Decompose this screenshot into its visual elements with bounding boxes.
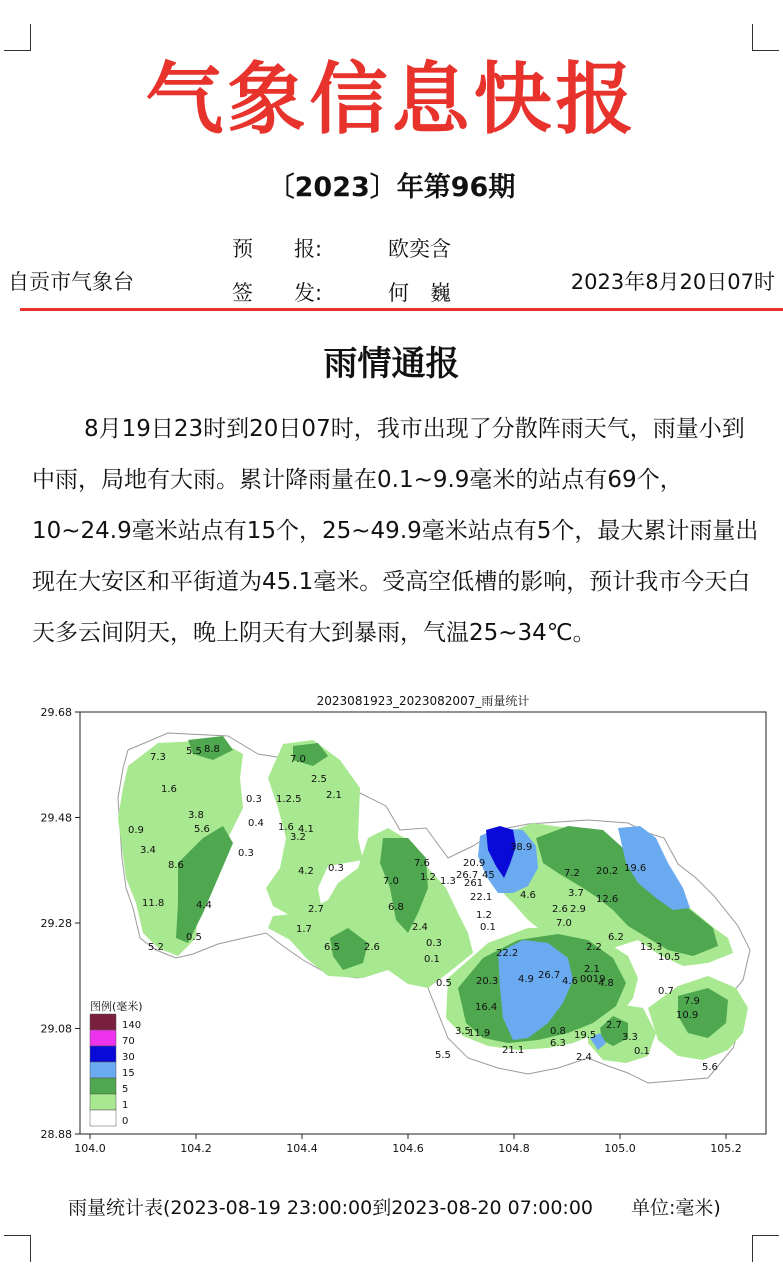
legend-swatch (90, 1030, 116, 1046)
station-value: 0.5 (436, 978, 452, 989)
station-value: 38.9 (510, 842, 533, 853)
station-value: 6.3 (550, 1038, 566, 1049)
station-value: 22.2 (496, 948, 519, 959)
station-value: 6.8 (388, 902, 404, 913)
station-value: 5.6 (194, 824, 210, 835)
station-value: 26.7 (456, 870, 479, 881)
legend-swatch (90, 1014, 116, 1030)
legend-swatch (90, 1094, 116, 1110)
rainfall-map (28, 688, 778, 1158)
station-value: 0.1 (634, 1046, 650, 1057)
legend-swatch (90, 1062, 116, 1078)
station-value: 2.9 (570, 904, 586, 915)
station-value: 19.6 (624, 863, 647, 874)
legend-label: 140 (122, 1020, 142, 1031)
legend-label: 70 (122, 1036, 135, 1047)
map-title: 2023081923_2023082007_雨量统计 (316, 694, 530, 708)
y-tick-label: 29.48 (40, 811, 72, 825)
station-value: 1.6 (161, 784, 177, 795)
issuer-name: 何 巍 (388, 281, 451, 305)
station-value: 5.6 (702, 1062, 718, 1073)
station-value: 2.1 (326, 790, 342, 801)
x-tick-label: 105.2 (710, 1142, 742, 1155)
y-tick-label: 29.08 (40, 1022, 72, 1036)
x-tick-label: 104.2 (180, 1142, 212, 1155)
station-value: 4.9 (518, 974, 534, 985)
station-value: 7.9 (684, 996, 700, 1007)
x-axis (74, 1134, 742, 1155)
station-value: 22.1 (470, 892, 493, 903)
station-value: 1.2 (420, 872, 436, 883)
station-value: 26.7 (538, 970, 561, 981)
issue-datetime: 2023年8月20日07时 (570, 270, 775, 294)
station-value: 8.8 (204, 744, 220, 755)
article-paragraph: 8月19日23时到20日07时，我市出现了分散阵雨天气，雨量小到中雨，局地有大雨。累计降雨量在0.1~9.9毫米的站点有69个，10~24.9毫米站点有15个，25~49.9毫米站点有5个，最大累计雨量出现在大安区和平街道为45.1毫米。受高空低槽的影响，预计我市今天白天多云间阴天，晚上阴天有大到暴雨，气温25~34℃。 (32, 416, 759, 646)
station-value: 0.1 (480, 922, 496, 933)
station-value: 7.0 (556, 918, 572, 929)
station-value: 0.9 (128, 825, 144, 836)
station-value: 0.4 (248, 818, 264, 829)
station-value: 261 (464, 878, 484, 889)
station-value: 3.5 (455, 1026, 471, 1037)
station-value: 10.5 (658, 952, 681, 963)
station-value: 5.2 (148, 942, 164, 953)
station-value: 4.8 (598, 978, 614, 989)
station-value: 7.2 (564, 868, 580, 879)
station-value: 3.8 (188, 810, 204, 821)
station-value: 45 (482, 870, 495, 881)
station-value: 20.9 (463, 858, 486, 869)
station-value: 3.3 (622, 1032, 638, 1043)
station-value: 5.5 (435, 1050, 451, 1061)
station-value: 7.3 (150, 752, 166, 763)
rainfall-map-svg (28, 688, 778, 1158)
station-value: 11.9 (468, 1028, 491, 1039)
station-value: 4.4 (196, 900, 212, 911)
legend-label: 15 (122, 1068, 135, 1079)
legend-label: 0 (122, 1116, 129, 1127)
article-title: 雨情通报 (323, 344, 460, 384)
x-tick-label: 104.8 (498, 1142, 530, 1155)
station-value: 2.7 (606, 1020, 622, 1031)
station-value: 1.2 (476, 910, 492, 921)
station-value: 20.2 (596, 866, 619, 877)
station-value: 0.7 (658, 986, 674, 997)
station-value: 2.7 (308, 904, 324, 915)
station-value: 10.9 (676, 1010, 699, 1021)
forecaster-label-1: 预 (232, 237, 253, 261)
station-value: 5.5 (186, 746, 202, 757)
footer-unit: 单位:毫米) (631, 1197, 721, 1219)
station-value: 20.3 (476, 976, 499, 987)
y-tick-label: 29.68 (40, 706, 72, 719)
station-value: 1.2.5 (276, 794, 302, 805)
station-value: 0.8 (550, 1026, 566, 1037)
issue-number: 〔2023〕年第96期 (267, 172, 516, 203)
y-tick-label: 28.88 (40, 1128, 72, 1141)
station-value: 16.4 (475, 1002, 498, 1013)
station-value: 21.1 (502, 1045, 525, 1056)
crop-mark-bottom-left (4, 1235, 31, 1262)
crop-mark-top-right (752, 24, 779, 51)
y-axis (41, 706, 81, 1141)
y-tick-label: 29.28 (40, 917, 72, 930)
organization: 自贡市气象台 (8, 270, 134, 294)
legend-label: 5 (122, 1084, 129, 1095)
forecaster-label-2: 报: (294, 237, 323, 261)
station-value: 4.6 (520, 890, 536, 901)
x-tick-label: 104.6 (392, 1142, 424, 1155)
footer-caption (68, 1193, 721, 1220)
legend-swatch (90, 1110, 116, 1126)
station-value: 0.3 (238, 848, 254, 859)
footer-range: 雨量统计表(2023-08-19 23:00:00到2023-08-20 07:00:00 (68, 1197, 593, 1219)
station-value: 0.3 (426, 938, 442, 949)
legend-swatch (90, 1078, 116, 1094)
station-value: 2.6 (552, 904, 568, 915)
legend-title: 图例(毫米) (90, 1000, 143, 1013)
station-value: 2.5 (311, 774, 327, 785)
legend-swatch (90, 1046, 116, 1062)
station-value: 2.4 (576, 1052, 592, 1063)
station-value: 3.2 (290, 832, 306, 843)
legend-label: 30 (122, 1052, 135, 1063)
forecaster-name: 欧奕含 (388, 237, 451, 261)
crop-mark-top-left (4, 24, 31, 51)
station-value: 3.7 (568, 888, 584, 899)
station-value: 0.3 (328, 863, 344, 874)
station-value: 4.1 (298, 824, 314, 835)
issuer-label-2: 发: (294, 281, 323, 305)
x-tick-label: 104.4 (286, 1142, 318, 1155)
x-tick-label: 104.0 (74, 1142, 106, 1155)
article-body (32, 404, 762, 659)
station-value: 2.1 (584, 964, 600, 975)
legend-label: 1 (122, 1100, 129, 1111)
station-value: 0.1 (424, 954, 440, 965)
station-value: 11.8 (142, 898, 165, 909)
station-value: 4.6 (562, 976, 578, 987)
station-value: 0019 (580, 974, 606, 985)
station-value: 3.4 (140, 845, 156, 856)
station-value: 6.5 (324, 942, 340, 953)
station-value: 13.3 (640, 942, 663, 953)
station-value: 8.6 (168, 860, 184, 871)
station-value: 0.5 (186, 932, 202, 943)
station-value: 2.2 (586, 942, 602, 953)
station-value: 1.6 (278, 822, 294, 833)
station-value: 7.0 (383, 876, 399, 887)
red-divider (20, 308, 783, 311)
station-value: 2.6 (364, 942, 380, 953)
masthead-title: 气象信息快报 (145, 55, 638, 145)
station-value: 0.3 (246, 794, 262, 805)
station-value: 4.2 (298, 866, 314, 877)
issuer-label-1: 签 (232, 281, 253, 305)
station-value: 7.6 (414, 858, 430, 869)
station-value: 12.6 (596, 894, 619, 905)
x-tick-label: 105.0 (604, 1142, 636, 1155)
crop-mark-bottom-right (752, 1235, 779, 1262)
station-value: 1.7 (296, 924, 312, 935)
station-value: 2.4 (412, 922, 428, 933)
station-value: 19.5 (574, 1030, 597, 1041)
station-value: 7.0 (290, 754, 306, 765)
station-value: 1.3 (440, 876, 456, 887)
station-value: 6.2 (608, 932, 624, 943)
